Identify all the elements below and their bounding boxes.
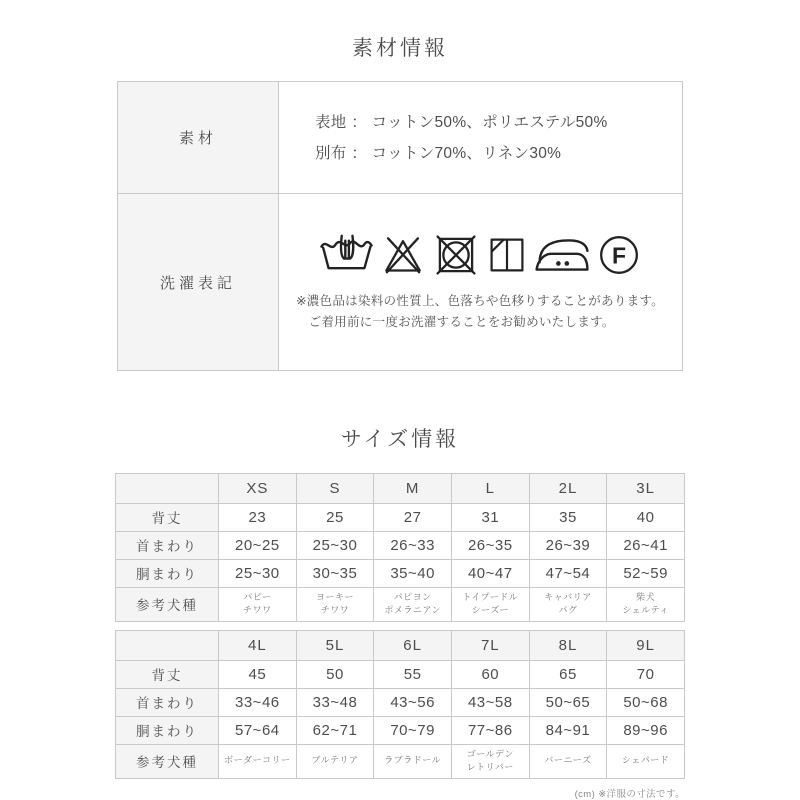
neck-girth-value: 33~48: [296, 688, 374, 716]
size-column-header: XS: [219, 473, 297, 503]
breed-value: ヨーキー チワワ: [296, 587, 374, 621]
corner-cell: [116, 630, 219, 660]
do-not-bleach-icon: [379, 232, 427, 278]
material-section: [0, 36, 800, 371]
row-label: 首まわり: [116, 531, 219, 559]
row-label: 背丈: [116, 660, 219, 688]
size-header-row: [116, 630, 685, 660]
back-length-value: 40: [607, 503, 685, 531]
chest-girth-value: 57~64: [219, 716, 297, 744]
neck-girth-value: 33~46: [219, 688, 297, 716]
neck-girth-value: 20~25: [219, 531, 297, 559]
back-length-value: 50: [296, 660, 374, 688]
row-label: 首まわり: [116, 688, 219, 716]
chest-girth-value: 52~59: [607, 559, 685, 587]
back-length-value: 60: [451, 660, 529, 688]
chest-girth-row: [116, 559, 685, 587]
size-section-title: サイズ情報: [340, 428, 460, 452]
back-length-value: 25: [296, 503, 374, 531]
iron-medium-icon: [534, 232, 590, 278]
back-length-value: 23: [219, 503, 297, 531]
neck-girth-value: 26~39: [529, 531, 607, 559]
breed-value: バーニーズ: [529, 744, 607, 778]
size-header-row: [116, 473, 685, 503]
breed-value: ラブラドール: [374, 744, 452, 778]
neck-girth-value: 26~35: [451, 531, 529, 559]
back-length-value: 27: [374, 503, 452, 531]
do-not-tumble-dry-icon: [432, 232, 480, 278]
neck-girth-value: 25~30: [296, 531, 374, 559]
size-column-header: 6L: [374, 630, 452, 660]
neck-girth-value: 43~58: [451, 688, 529, 716]
back-length-row: [116, 660, 685, 688]
chest-girth-value: 25~30: [219, 559, 297, 587]
chest-girth-value: 89~96: [607, 716, 685, 744]
neck-girth-value: 26~33: [374, 531, 452, 559]
line-dry-in-shade-icon: [485, 232, 529, 278]
material-line-lining: 別布 ： コットン70%、リネン30%: [315, 144, 562, 162]
size-column-header: 9L: [607, 630, 685, 660]
size-footnote: (cm) ※洋服の寸法です。: [574, 788, 685, 800]
chest-girth-value: 62~71: [296, 716, 374, 744]
size-column-header: 5L: [296, 630, 374, 660]
breed-value: シェパード: [607, 744, 685, 778]
size-column-header: S: [296, 473, 374, 503]
size-column-header: 3L: [607, 473, 685, 503]
reference-breeds-row: [116, 744, 685, 778]
back-length-value: 45: [219, 660, 297, 688]
material-section-title: 素材情報: [352, 37, 448, 60]
chest-girth-value: 30~35: [296, 559, 374, 587]
breed-value: ボーダーコリー: [219, 744, 297, 778]
size-column-header: 4L: [219, 630, 297, 660]
chest-girth-value: 70~79: [374, 716, 452, 744]
size-section: [0, 427, 800, 799]
chest-girth-value: 47~54: [529, 559, 607, 587]
chest-girth-value: 77~86: [451, 716, 529, 744]
care-row: [118, 194, 683, 371]
breed-value: パピー チワワ: [219, 587, 297, 621]
chest-girth-value: 40~47: [451, 559, 529, 587]
back-length-value: 65: [529, 660, 607, 688]
material-table: [117, 81, 683, 371]
dry-clean-f-icon: [595, 232, 643, 278]
breed-value: ブルテリア: [296, 744, 374, 778]
neck-girth-value: 26~41: [607, 531, 685, 559]
neck-girth-value: 43~56: [374, 688, 452, 716]
breed-value: キャバリア パグ: [529, 587, 607, 621]
reference-breeds-row: [116, 587, 685, 621]
neck-girth-row: [116, 688, 685, 716]
breed-value: トイプードル シーズー: [451, 587, 529, 621]
breed-value: ゴールデン レトリバー: [451, 744, 529, 778]
dry-clean-letter: F: [611, 242, 626, 269]
row-label: 胴まわり: [116, 716, 219, 744]
care-note: [289, 291, 672, 333]
back-length-value: 70: [607, 660, 685, 688]
back-length-value: 55: [374, 660, 452, 688]
row-label: 背丈: [116, 503, 219, 531]
back-length-value: 31: [451, 503, 529, 531]
material-label: 素材: [118, 82, 279, 194]
size-column-header: 7L: [451, 630, 529, 660]
material-row: [118, 82, 683, 194]
chest-girth-value: 35~40: [374, 559, 452, 587]
row-label: 胴まわり: [116, 559, 219, 587]
back-length-value: 35: [529, 503, 607, 531]
neck-girth-value: 50~68: [607, 688, 685, 716]
row-label: 参考犬種: [116, 744, 219, 778]
breed-value: パピヨン ポメラニアン: [374, 587, 452, 621]
corner-cell: [116, 473, 219, 503]
chest-girth-value: 84~91: [529, 716, 607, 744]
care-label: 洗濯表記: [118, 194, 279, 371]
material-composition-cell: [279, 82, 683, 194]
care-symbols: [289, 232, 672, 278]
size-column-header: 2L: [529, 473, 607, 503]
material-line-outer: 表地 ： コットン50%、ポリエステル50%: [315, 113, 608, 131]
back-length-row: [116, 503, 685, 531]
breed-value: 柴犬 シェルティ: [607, 587, 685, 621]
care-note-line2: ご着用前に一度お洗濯することをお勧めいたします。: [308, 314, 615, 329]
neck-girth-row: [116, 531, 685, 559]
size-column-header: M: [374, 473, 452, 503]
chest-girth-row: [116, 716, 685, 744]
size-table-small: [115, 473, 685, 622]
size-table-large: [115, 630, 685, 779]
size-column-header: 8L: [529, 630, 607, 660]
care-note-line1: ※濃色品は染料の性質上、色落ちや色移りすることがあります。: [296, 293, 664, 308]
hand-wash-icon: [319, 232, 374, 278]
neck-girth-value: 50~65: [529, 688, 607, 716]
row-label: 参考犬種: [116, 587, 219, 621]
size-column-header: L: [451, 473, 529, 503]
care-symbols-cell: [279, 194, 683, 371]
